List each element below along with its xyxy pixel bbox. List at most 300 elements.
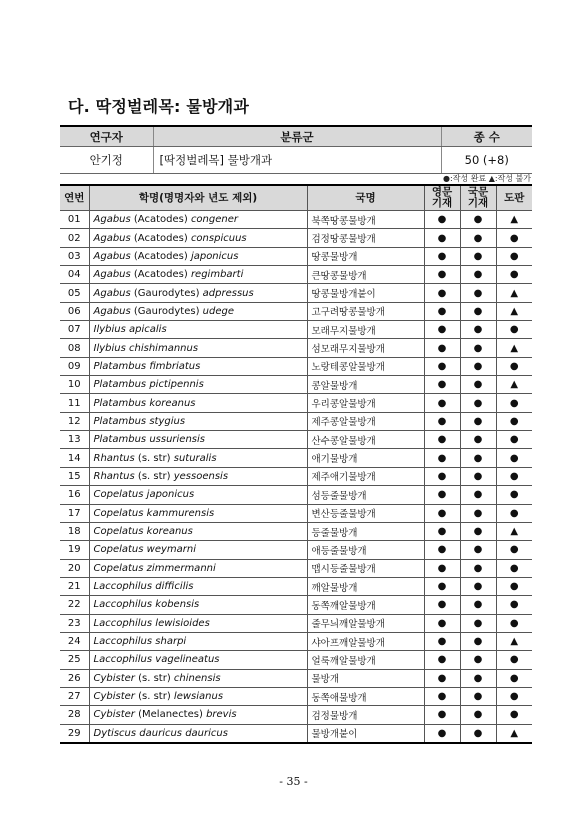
circle-icon: ● [473, 727, 483, 739]
genus: Copelatus [93, 526, 144, 538]
korean-desc-status [460, 596, 496, 614]
circle-icon: ● [509, 709, 519, 721]
scientific-name [89, 687, 307, 705]
plate-status [496, 596, 532, 614]
english-desc-status [424, 541, 460, 559]
scientific-name [89, 577, 307, 595]
korean-name: 등줄물방개 [307, 522, 424, 540]
page-number: - 35 - [279, 775, 308, 788]
plate-status [496, 559, 532, 577]
circle-icon: ● [473, 672, 483, 684]
scientific-name [89, 632, 307, 650]
genus: Agabus [93, 287, 131, 299]
subgenus: (Gaurodytes) [133, 287, 200, 299]
species-epithet: vagelineatus [155, 654, 220, 666]
table-row [60, 706, 532, 724]
genus: Agabus [93, 269, 131, 281]
table-row [60, 541, 532, 559]
korean-desc-status [460, 522, 496, 540]
circle-icon: ● [437, 489, 447, 501]
row-number: 13 [60, 431, 89, 449]
row-number: 09 [60, 357, 89, 375]
korean-name: 북쪽땅콩물방개 [307, 211, 424, 229]
genus: Platambus [93, 397, 147, 409]
table-row [60, 394, 532, 412]
row-number: 21 [60, 577, 89, 595]
circle-icon: ● [509, 654, 519, 666]
korean-name: 물방개붙이 [307, 724, 424, 743]
plate-status [496, 412, 532, 430]
genus: Platambus [93, 379, 147, 391]
row-number: 02 [60, 229, 89, 247]
plate-status [496, 266, 532, 284]
subgenus: (Melanectes) [138, 709, 203, 721]
species-epithet: sharpi [155, 636, 187, 648]
subgenus: (s. str) [138, 691, 171, 703]
korean-desc-status [460, 266, 496, 284]
circle-icon: ● [509, 672, 519, 684]
table-row [60, 357, 532, 375]
korean-name: 고구려땅콩물방개 [307, 302, 424, 320]
circle-icon: ● [437, 214, 447, 226]
english-desc-status [424, 486, 460, 504]
korean-name: 애기물방개 [307, 449, 424, 467]
english-desc-status [424, 632, 460, 650]
english-desc-status [424, 614, 460, 632]
korean-name: 맵시등줄물방개 [307, 559, 424, 577]
circle-icon: ● [437, 617, 447, 629]
korean-desc-status [460, 577, 496, 595]
researcher-value: 안기정 [60, 147, 153, 174]
korean-name: 얼룩깨알물방개 [307, 651, 424, 669]
table-row [60, 321, 532, 339]
circle-icon: ● [437, 250, 447, 262]
korean-name: 줄무늬깨알물방개 [307, 614, 424, 632]
subgenus: (Acatodes) [133, 250, 188, 262]
genus: Agabus [93, 305, 131, 317]
triangle-icon: ▲ [510, 287, 519, 299]
triangle-icon: ▲ [510, 305, 519, 317]
species-epithet: lewsianus [173, 691, 224, 703]
scientific-name [89, 266, 307, 284]
circle-icon: ● [473, 305, 483, 317]
genus: Laccophilus [93, 581, 153, 593]
circle-icon: ● [437, 434, 447, 446]
no-header: 연번 [60, 185, 89, 211]
circle-icon: ● [473, 544, 483, 556]
table-row [60, 596, 532, 614]
english-desc-status [424, 596, 460, 614]
circle-icon: ● [509, 232, 519, 244]
plate-status [496, 614, 532, 632]
species-epithet: ussuriensis [149, 434, 205, 446]
species-table [60, 184, 532, 744]
circle-icon: ● [473, 599, 483, 611]
triangle-icon: ▲ [510, 342, 519, 354]
species-epithet: koreanus [146, 526, 193, 538]
triangle-icon: ▲ [510, 727, 519, 739]
row-number: 28 [60, 706, 89, 724]
circle-icon: ● [509, 269, 519, 281]
circle-icon: ● [437, 452, 447, 464]
korean-desc-status [460, 614, 496, 632]
scientific-name [89, 376, 307, 394]
korean-desc-status [460, 559, 496, 577]
genus: Platambus [93, 434, 147, 446]
row-number: 18 [60, 522, 89, 540]
circle-icon: ● [437, 507, 447, 519]
table-row [60, 651, 532, 669]
circle-icon: ● [473, 324, 483, 336]
circle-icon: ● [437, 599, 447, 611]
korean-desc-status [460, 687, 496, 705]
korean-desc-status [460, 247, 496, 265]
subgenus: (s. str) [137, 470, 171, 482]
circle-icon: ● [437, 526, 447, 538]
scientific-name [89, 541, 307, 559]
plate-status [496, 486, 532, 504]
scientific-name [89, 321, 307, 339]
circle-icon: ● [437, 287, 447, 299]
genus: Cybister [93, 672, 135, 684]
genus: Platambus [93, 360, 147, 372]
circle-icon: ● [473, 636, 483, 648]
plate-status [496, 504, 532, 522]
scientific-name [89, 504, 307, 522]
triangle-icon: ▲ [510, 214, 519, 226]
circle-icon: ● [473, 691, 483, 703]
table-row [60, 559, 532, 577]
plate-status [496, 357, 532, 375]
plate-status [496, 651, 532, 669]
row-number: 19 [60, 541, 89, 559]
row-number: 11 [60, 394, 89, 412]
circle-icon: ● [473, 581, 483, 593]
genus: Copelatus [93, 544, 144, 556]
genus: Laccophilus [93, 599, 153, 611]
circle-icon: ● [509, 489, 519, 501]
table-row [60, 376, 532, 394]
circle-icon: ● [437, 379, 447, 391]
circle-icon: ● [437, 470, 447, 482]
genus: Laccophilus [93, 654, 153, 666]
species-epithet: japonicus [146, 489, 195, 501]
taxon-value: [딱정벌레목] 물방개과 [153, 147, 441, 174]
korean-desc-status [460, 394, 496, 412]
circle-icon: ● [509, 617, 519, 629]
scientific-name [89, 559, 307, 577]
circle-icon: ● [437, 562, 447, 574]
circle-icon: ● [473, 360, 483, 372]
genus: Cybister [93, 709, 135, 721]
english-desc-status [424, 724, 460, 743]
circle-icon: ● [473, 470, 483, 482]
row-number: 26 [60, 669, 89, 687]
english-desc-status [424, 339, 460, 357]
circle-icon: ● [509, 250, 519, 262]
korean-name: 변산등줄물방개 [307, 504, 424, 522]
species-epithet: lewisioides [155, 617, 210, 629]
korean-name: 검정물방개 [307, 706, 424, 724]
korean-name: 노랑테콩알물방개 [307, 357, 424, 375]
circle-icon: ● [509, 544, 519, 556]
circle-icon: ● [437, 360, 447, 372]
species-epithet: yessoensis [173, 470, 229, 482]
species-epithet: apicalis [129, 324, 167, 336]
korean-name: 콩알물방개 [307, 376, 424, 394]
species-epithet: stygius [149, 415, 186, 427]
korean-desc-status [460, 486, 496, 504]
scientific-name [89, 724, 307, 743]
korean-name: 동쪽깨알물방개 [307, 596, 424, 614]
table-row [60, 504, 532, 522]
circle-icon: ● [473, 709, 483, 721]
plate-status [496, 522, 532, 540]
scientific-name [89, 596, 307, 614]
plate-status [496, 449, 532, 467]
korean-name: 큰땅콩물방개 [307, 266, 424, 284]
scientific-name [89, 357, 307, 375]
english-desc-header: 영문 기재 [424, 185, 460, 211]
genus: Platambus [93, 415, 147, 427]
species-epithet: difficilis [155, 581, 194, 593]
scientific-name [89, 706, 307, 724]
plate-status [496, 229, 532, 247]
korean-name: 깨알물방개 [307, 577, 424, 595]
table-row [60, 486, 532, 504]
plate-status [496, 632, 532, 650]
row-number: 10 [60, 376, 89, 394]
korean-name: 섬모래무지물방개 [307, 339, 424, 357]
english-desc-status [424, 412, 460, 430]
circle-icon: ● [509, 434, 519, 446]
korean-desc-status [460, 321, 496, 339]
circle-icon: ● [437, 636, 447, 648]
scientific-name [89, 394, 307, 412]
species-epithet: pictipennis [149, 379, 204, 391]
plate-status [496, 669, 532, 687]
circle-icon: ● [437, 672, 447, 684]
circle-icon: ● [473, 434, 483, 446]
table-row [60, 577, 532, 595]
scientific-name [89, 431, 307, 449]
english-desc-status [424, 522, 460, 540]
table-row [60, 229, 532, 247]
circle-icon: ● [437, 727, 447, 739]
row-number: 20 [60, 559, 89, 577]
plate-status [496, 211, 532, 229]
circle-icon: ● [437, 324, 447, 336]
english-desc-status [424, 284, 460, 302]
scientific-name [89, 339, 307, 357]
triangle-icon: ▲ [510, 379, 519, 391]
researcher-header: 연구자 [60, 126, 153, 147]
row-number: 14 [60, 449, 89, 467]
scientific-name [89, 211, 307, 229]
table-row [60, 266, 532, 284]
triangle-icon: ▲ [510, 636, 519, 648]
circle-icon: ● [473, 397, 483, 409]
genus: Agabus [93, 232, 131, 244]
korean-name: 섬등줄물방개 [307, 486, 424, 504]
circle-icon: ● [473, 654, 483, 666]
species-epithet: koreanus [149, 397, 196, 409]
summary-table [60, 125, 532, 174]
korean-name: 제주콩알물방개 [307, 412, 424, 430]
korean-desc-status [460, 724, 496, 743]
english-desc-status [424, 376, 460, 394]
species-epithet: weymarni [146, 544, 197, 556]
korean-desc-status [460, 376, 496, 394]
section-title: 다. 딱정벌레목: 물방개과 [68, 97, 249, 116]
triangle-icon: ▲ [510, 526, 519, 538]
english-desc-status [424, 706, 460, 724]
circle-icon: ● [473, 562, 483, 574]
korean-desc-status [460, 211, 496, 229]
row-number: 12 [60, 412, 89, 430]
circle-icon: ● [473, 452, 483, 464]
table-row [60, 431, 532, 449]
row-number: 29 [60, 724, 89, 743]
circle-icon: ● [473, 342, 483, 354]
species-epithet: adpressus [202, 287, 254, 299]
korean-desc-status [460, 431, 496, 449]
circle-icon: ● [437, 581, 447, 593]
species-count-header: 종 수 [441, 126, 532, 147]
korean-name: 우리콩알물방개 [307, 394, 424, 412]
korean-name: 땅콩물방개붙이 [307, 284, 424, 302]
plate-status [496, 541, 532, 559]
table-row [60, 211, 532, 229]
species-epithet: kobensis [155, 599, 200, 611]
genus: Ilybius [93, 324, 126, 336]
table-row [60, 632, 532, 650]
table-row [60, 467, 532, 485]
species-epithet: udege [202, 305, 235, 317]
plate-header: 도판 [496, 185, 532, 211]
english-desc-status [424, 211, 460, 229]
circle-icon: ● [473, 489, 483, 501]
korean-desc-status [460, 504, 496, 522]
table-row [60, 614, 532, 632]
korean-name: 모래무지물방개 [307, 321, 424, 339]
row-number: 27 [60, 687, 89, 705]
circle-icon: ● [473, 415, 483, 427]
korean-name: 물방개 [307, 669, 424, 687]
species-epithet: dauricus dauricus [139, 727, 228, 739]
circle-icon: ● [509, 470, 519, 482]
korean-desc-status [460, 669, 496, 687]
korean-desc-status [460, 357, 496, 375]
english-desc-status [424, 247, 460, 265]
circle-icon: ● [437, 709, 447, 721]
table-row [60, 522, 532, 540]
table-row [60, 449, 532, 467]
circle-icon: ● [473, 232, 483, 244]
genus: Copelatus [93, 507, 144, 519]
table-row [60, 302, 532, 320]
circle-icon: ● [509, 397, 519, 409]
plate-status [496, 284, 532, 302]
korean-desc-header: 국문 기재 [460, 185, 496, 211]
english-desc-status [424, 266, 460, 284]
korean-desc-status [460, 284, 496, 302]
english-desc-status [424, 431, 460, 449]
scientific-name [89, 467, 307, 485]
subgenus: (Gaurodytes) [133, 305, 200, 317]
table-row [60, 669, 532, 687]
korean-desc-status [460, 541, 496, 559]
scientific-name [89, 522, 307, 540]
korean-name: 제주애기물방개 [307, 467, 424, 485]
korean-name-header: 국명 [307, 185, 424, 211]
plate-status [496, 247, 532, 265]
plate-status [496, 302, 532, 320]
circle-icon: ● [473, 287, 483, 299]
genus: Copelatus [93, 489, 144, 501]
species-epithet: fimbriatus [149, 360, 201, 372]
row-number: 07 [60, 321, 89, 339]
species-epithet: suturalis [173, 452, 217, 464]
english-desc-status [424, 669, 460, 687]
plate-status [496, 577, 532, 595]
english-desc-status [424, 321, 460, 339]
circle-icon: ● [437, 269, 447, 281]
summary-header-row [60, 126, 532, 147]
row-number: 01 [60, 211, 89, 229]
scientific-name [89, 284, 307, 302]
taxon-header: 분류군 [153, 126, 441, 147]
subgenus: (Acatodes) [133, 214, 188, 226]
genus: Laccophilus [93, 636, 153, 648]
species-header-row [60, 185, 532, 211]
circle-icon: ● [509, 507, 519, 519]
korean-name: 검정땅콩물방개 [307, 229, 424, 247]
row-number: 04 [60, 266, 89, 284]
row-number: 16 [60, 486, 89, 504]
circle-icon: ● [509, 599, 519, 611]
circle-icon: ● [437, 342, 447, 354]
english-desc-status [424, 449, 460, 467]
species-count-value: 50 (+8) [441, 147, 532, 174]
english-desc-status [424, 467, 460, 485]
row-number: 25 [60, 651, 89, 669]
genus: Agabus [93, 250, 131, 262]
circle-icon: ● [473, 617, 483, 629]
circle-icon: ● [509, 324, 519, 336]
korean-name: 산수콩알물방개 [307, 431, 424, 449]
genus: Ilybius [93, 342, 126, 354]
genus: Agabus [93, 214, 131, 226]
species-epithet: chishimannus [129, 342, 199, 354]
plate-status [496, 321, 532, 339]
scientific-name [89, 247, 307, 265]
circle-icon: ● [473, 379, 483, 391]
genus: Rhantus [93, 470, 135, 482]
table-row [60, 412, 532, 430]
english-desc-status [424, 394, 460, 412]
korean-desc-status [460, 229, 496, 247]
circle-icon: ● [509, 452, 519, 464]
subgenus: (Acatodes) [133, 232, 188, 244]
korean-desc-status [460, 632, 496, 650]
scientific-name [89, 229, 307, 247]
korean-desc-status [460, 412, 496, 430]
subgenus: (s. str) [137, 452, 171, 464]
plate-status [496, 687, 532, 705]
table-row [60, 687, 532, 705]
table-row [60, 724, 532, 743]
